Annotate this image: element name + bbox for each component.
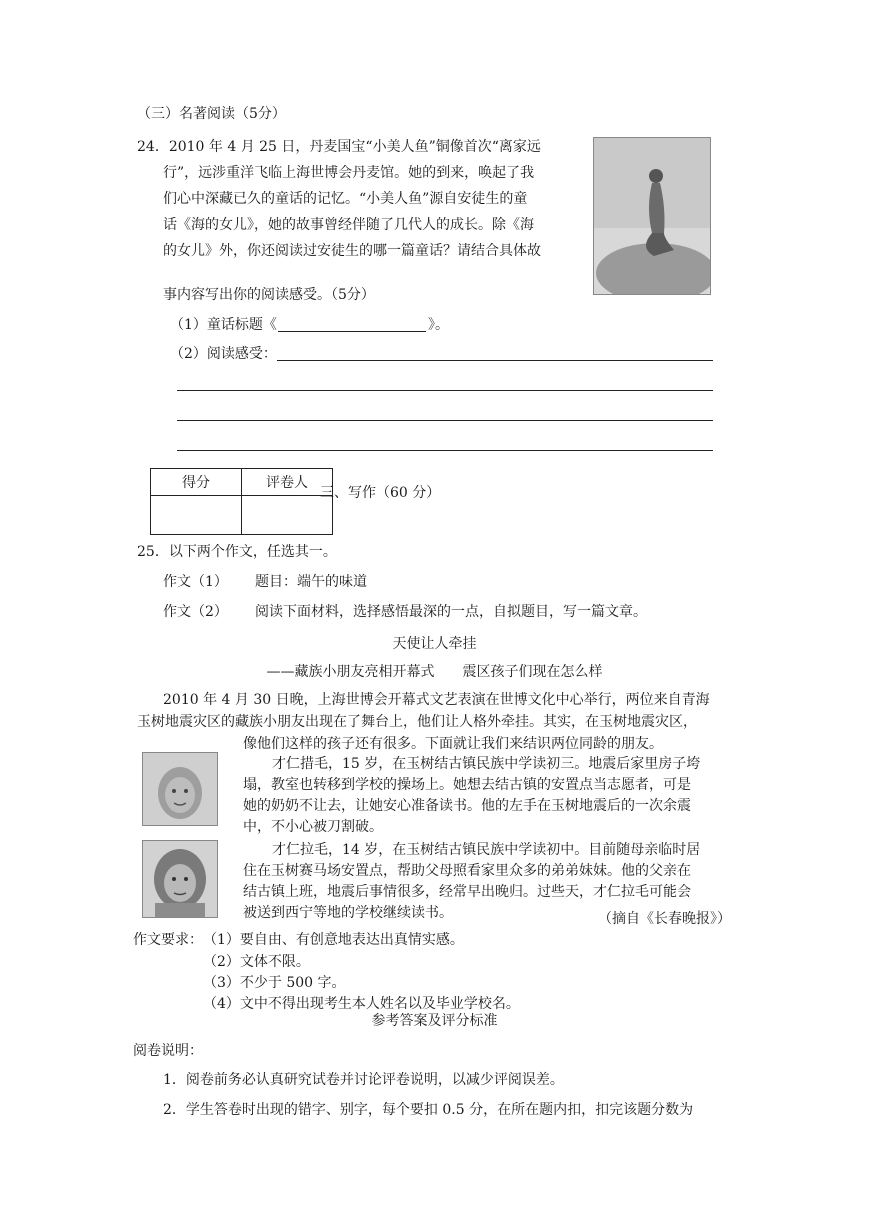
answers-title: 参考答案及评分标准 [371, 1013, 498, 1029]
opt1-label: 作文（1） [163, 574, 228, 590]
q24-line: 的女儿》外，你还阅读过安徒生的哪一篇童话？请结合具体故 [163, 243, 541, 259]
para-line: 塌，教室也转移到学校的操场上。她想去结古镇的安置点当志愿者，可是 [243, 777, 691, 793]
req-item: （3）不少于 500 字。 [203, 975, 346, 991]
q24-line: 行”，远涉重洋飞临上海世博会丹麦馆。她的到来，唤起了我 [163, 165, 535, 181]
para-line: 像他们这样的孩子还有很多。下面就让我们来结识两位同龄的朋友。 [243, 736, 663, 752]
para-line: 才仁措毛，15 岁，在玉树结古镇民族中学读初三。地震后家里房子垮 [272, 756, 701, 772]
section-header: （三）名著阅读（5分） [137, 106, 286, 122]
title-suffix: 》。 [428, 317, 449, 333]
q25-prompt: 25．以下两个作文，任选其一。 [137, 544, 337, 560]
q24-line: 们心中深藏已久的童话的记忆。“小美人鱼”源自安徒生的童 [163, 191, 528, 207]
req-item: （4）文中不得出现考生本人姓名以及毕业学校名。 [203, 996, 520, 1012]
feeling-answer-line[interactable] [177, 450, 713, 451]
title-label: （1）童话标题《 [170, 317, 277, 333]
para-line: 玉树地震灾区的藏族小朋友出现在了舞台上，他们让人格外牵挂。其实，在玉树地震灾区， [137, 714, 697, 730]
score-header: 得分 [151, 469, 242, 496]
score-cell[interactable] [151, 496, 242, 535]
writing-header: 三、写作（60 分） [320, 485, 441, 501]
req-item: （1）要自由、有创意地表达出真情实感。 [203, 932, 464, 948]
q24-line: 话《海的女儿》，她的故事曾经伴随了几代人的成长。除《海 [163, 217, 534, 233]
note-item: 2．学生答卷时出现的错字、别字，每个要扣 0.5 分，在所在题内扣，扣完该题分数为 [163, 1102, 694, 1118]
feeling-label: （2）阅读感受： [170, 346, 277, 362]
req-label: 作文要求： [133, 932, 203, 948]
note-item: 1．阅卷前务必认真研究试卷并讨论评卷说明，以减少评阅误差。 [163, 1072, 564, 1088]
opt2-label: 作文（2） [163, 604, 228, 620]
portrait-photo-1 [142, 752, 218, 826]
para-line: 住在玉树赛马场安置点，帮助父母照看家里众多的弟弟妹妹。他的父亲在 [243, 863, 691, 879]
score-table [150, 468, 333, 535]
req-item: （2）文体不限。 [203, 954, 310, 970]
para-line: 被送到西宁等地的学校继续读书。 [243, 905, 453, 921]
article-title: 天使让人牵挂 [392, 636, 477, 652]
opt2-text: 阅读下面材料，选择感悟最深的一点，自拟题目，写一篇文章。 [255, 604, 647, 620]
source-citation: （摘自《长春晚报》） [598, 911, 731, 927]
grader-header: 评卷人 [242, 469, 333, 496]
opt1-text: 题目：端午的味道 [255, 574, 367, 590]
para-line: 她的奶奶不让去，让她安心准备读书。他的左手在玉树地震后的一次余震 [243, 798, 691, 814]
para-line: 结古镇上班，地震后事情很多，经常早出晚归。过些天，才仁拉毛可能会 [243, 884, 691, 900]
feeling-answer-line[interactable] [177, 420, 713, 421]
grader-cell[interactable] [242, 496, 333, 535]
q24-line: 事内容写出你的阅读感受。（5分） [163, 287, 375, 303]
para-line: 中，不小心被刀割破。 [243, 819, 383, 835]
title-answer-line[interactable] [278, 331, 426, 332]
portrait-photo-2 [142, 840, 218, 918]
q24-line: 24．2010 年 4 月 25 日，丹麦国宝“小美人鱼”铜像首次“离家远 [137, 139, 541, 155]
feeling-answer-line[interactable] [177, 390, 713, 391]
mermaid-photo [593, 137, 711, 295]
note-label: 阅卷说明： [133, 1043, 203, 1059]
article-subtitle: ——藏族小朋友亮相开幕式 震区孩子们现在怎么样 [266, 664, 603, 680]
para-line: 才仁拉毛，14 岁，在玉树结古镇民族中学读初中。目前随母亲临时居 [272, 842, 701, 858]
para-line: 2010 年 4 月 30 日晚，上海世博会开幕式文艺表演在世博文化中心举行，两位来自青海 [163, 692, 710, 708]
feeling-answer-line[interactable] [277, 360, 713, 361]
